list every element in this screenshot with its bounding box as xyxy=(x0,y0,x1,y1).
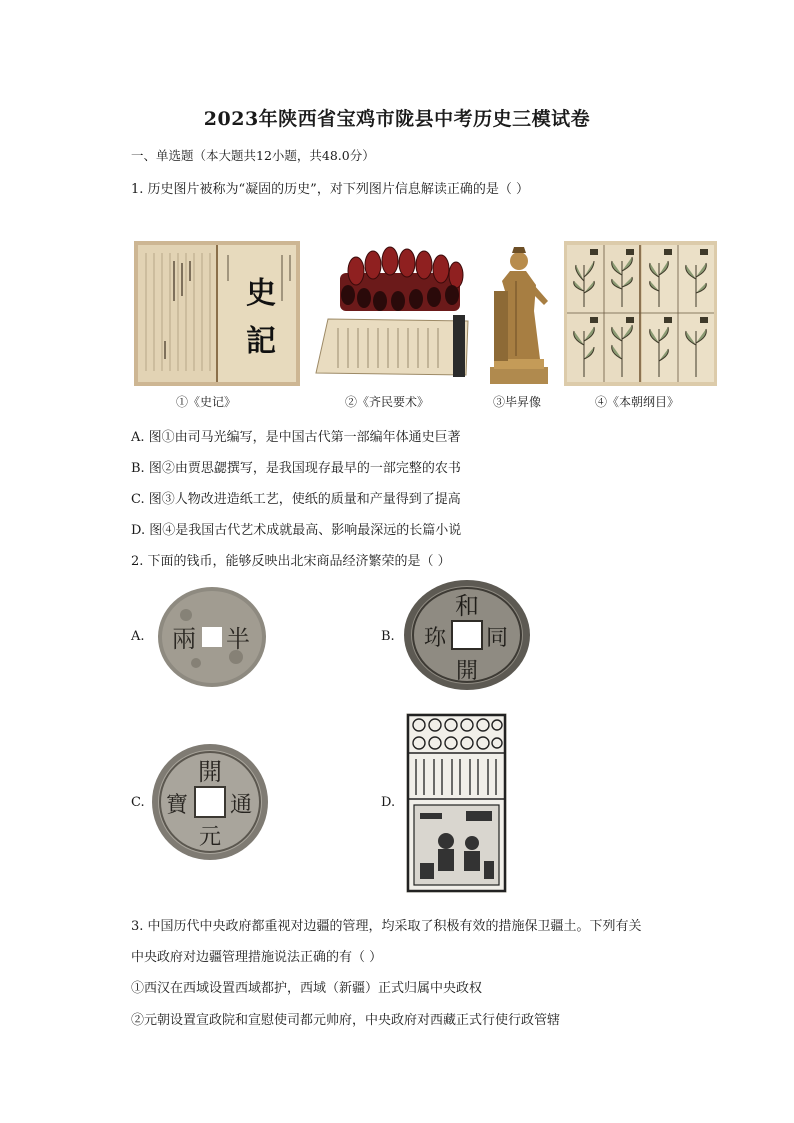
coin-c-char-bottom: 元 xyxy=(199,825,222,850)
coin-kaiyuantongbao[interactable] xyxy=(150,742,270,862)
coin-a-char-left: 兩 xyxy=(172,625,196,653)
q2-option-d-label[interactable]: D. xyxy=(381,795,396,810)
figure-qiminyaoshu xyxy=(308,243,473,383)
q1-option-d[interactable]: D. 图④是我国古代艺术成就最高、影响最深远的长篇小说 xyxy=(131,523,462,538)
q3-item-1: ①西汉在西域设置西域都护，西域（新疆）正式归属中央政权 xyxy=(131,981,483,996)
coin-c-char-right: 通 xyxy=(230,793,253,818)
question-1-stem: 1. 历史图片被称为“凝固的历史”，对下列图片信息解读正确的是（ ） xyxy=(131,182,529,197)
figure-shiji xyxy=(134,241,300,386)
q2-option-c-label[interactable]: C. xyxy=(131,795,145,810)
jiaozi-banknote[interactable] xyxy=(406,713,507,893)
shiji-char-2: 記 xyxy=(246,324,276,359)
question-3-stem-line-1: 3. 中国历代中央政府都重视对边疆的管理，均采取了积极有效的措施保卫疆土。下列有关 xyxy=(131,919,642,934)
question-3-stem-line-2: 中央政府对边疆管理措施说法正确的有（ ） xyxy=(131,950,383,965)
q3-item-2: ②元朝设置宣政院和宣慰使司都元帅府，中央政府对西藏正式行使行政管辖 xyxy=(131,1013,561,1028)
shiji-char-1: 史 xyxy=(246,276,276,311)
question-2-stem: 2. 下面的钱币，能够反映出北宋商品经济繁荣的是（ ） xyxy=(131,554,451,569)
coin-c-char-top: 開 xyxy=(198,758,222,786)
coin-b-char-bottom: 開 xyxy=(456,659,479,684)
q1-option-c[interactable]: C. 图③人物改进造纸工艺，使纸的质量和产量得到了提高 xyxy=(131,492,461,507)
caption-shiji: ①《史记》 xyxy=(176,395,237,409)
q2-option-a-label[interactable]: A. xyxy=(131,629,145,644)
coin-b-char-right: 同 xyxy=(486,626,509,651)
page-title: 2023年陕西省宝鸡市陇县中考历史三模试卷 xyxy=(203,108,591,130)
q2-option-b-label[interactable]: B. xyxy=(381,629,395,644)
coin-c-char-left: 寶 xyxy=(166,793,189,818)
caption-bencao: ④《本朝纲目》 xyxy=(595,395,680,409)
figure-bencao-gangmu xyxy=(564,241,717,386)
coin-b-char-top: 和 xyxy=(455,592,479,620)
coin-banliang[interactable] xyxy=(156,585,268,689)
figure-bisheng-statue xyxy=(486,241,554,386)
caption-qiminyaoshu: ②《齐民要术》 xyxy=(345,395,430,409)
coin-a-char-right: 半 xyxy=(226,625,250,653)
q1-option-a[interactable]: A. 图①由司马光编写，是中国古代第一部编年体通史巨著 xyxy=(131,430,461,445)
caption-bisheng: ③毕昇像 xyxy=(493,395,542,409)
coin-b-char-left: 珎 xyxy=(424,626,447,651)
coin-hetongkaizhen[interactable] xyxy=(402,578,532,693)
section-heading: 一、单选题（本大题共12小题，共48.0分） xyxy=(131,148,375,163)
q1-option-b[interactable]: B. 图②由贾思勰撰写，是我国现存最早的一部完整的农书 xyxy=(131,461,461,476)
